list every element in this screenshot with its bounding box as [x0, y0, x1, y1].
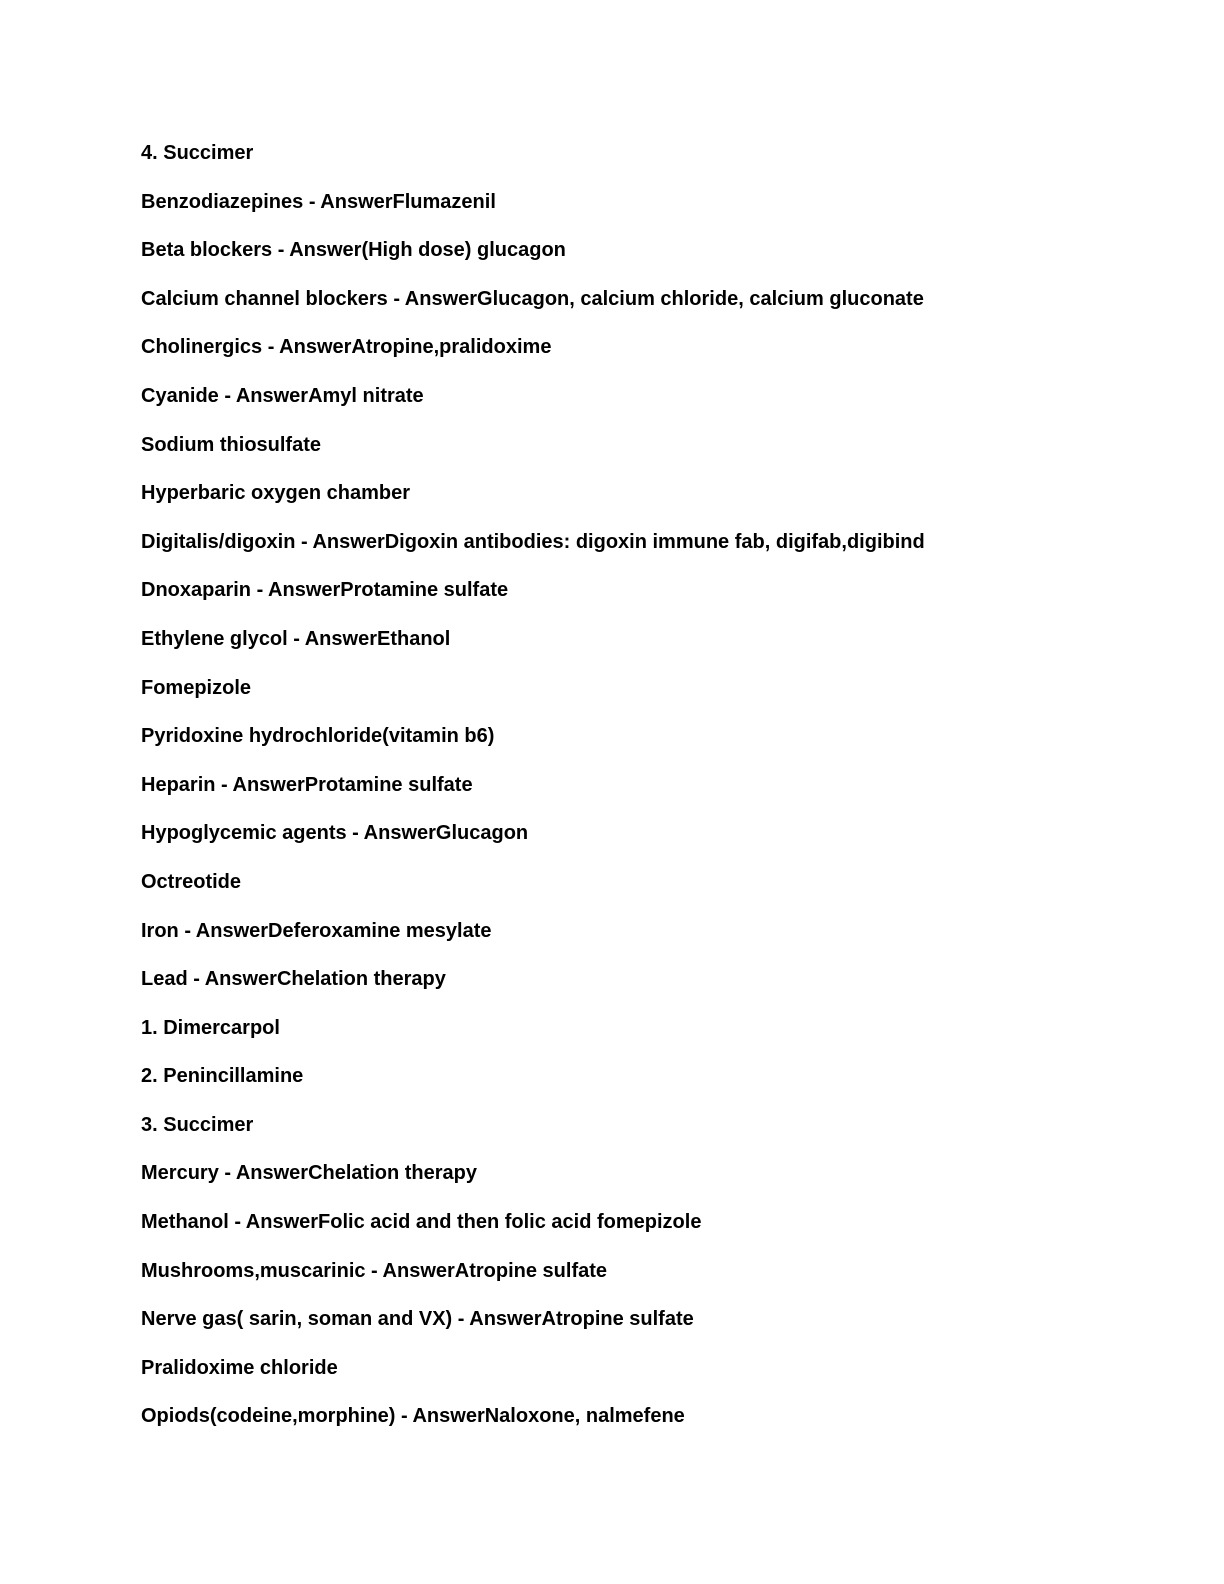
text-line: Cholinergics - AnswerAtropine,pralidoxime	[141, 336, 552, 359]
antidote-list	[141, 139, 1141, 1451]
text-line: Beta blockers - Answer(High dose) glucagon	[141, 239, 566, 262]
text-line: Digitalis/digoxin - AnswerDigoxin antibodies: digoxin immune fab, digifab,digibind	[141, 530, 925, 553]
text-line: Sodium thiosulfate	[141, 433, 321, 456]
text-line: Hypoglycemic agents - AnswerGlucagon	[141, 822, 529, 845]
text-line: 4. Succimer	[141, 142, 254, 164]
text-line: Lead - AnswerChelation therapy	[141, 968, 446, 991]
text-line: 1. Dimercarpol	[141, 1016, 280, 1039]
text-line: Pralidoxime chloride	[141, 1356, 338, 1379]
text-line: 2. Penincillamine	[141, 1065, 304, 1088]
text-line: Fomepizole	[141, 676, 252, 699]
text-line: Calcium channel blockers - AnswerGlucagon, calcium chloride, calcium gluconate	[141, 287, 924, 310]
text-line: Ethylene glycol - AnswerEthanol	[141, 627, 451, 650]
text-line: Benzodiazepines - AnswerFlumazenil	[141, 190, 496, 213]
text-line: Cyanide - AnswerAmyl nitrate	[141, 384, 424, 407]
text-line: 3. Succimer	[141, 1113, 254, 1136]
text-line: Methanol - AnswerFolic acid and then folic acid fomepizole	[141, 1211, 702, 1234]
text-line: Hyperbaric oxygen chamber	[141, 482, 410, 505]
text-line: Nerve gas( sarin, soman and VX) - AnswerAtropine sulfate	[141, 1308, 694, 1331]
text-line: Iron - AnswerDeferoxamine mesylate	[141, 919, 492, 942]
text-line: Dnoxaparin - AnswerProtamine sulfate	[141, 579, 509, 602]
text-line: Mushrooms,muscarinic - AnswerAtropine sulfate	[141, 1259, 608, 1282]
text-line: Opiods(codeine,morphine) - AnswerNaloxone, nalmefene	[141, 1405, 685, 1428]
text-line: Mercury - AnswerChelation therapy	[141, 1162, 478, 1185]
text-line: Octreotide	[141, 870, 242, 893]
text-line: Pyridoxine hydrochloride(vitamin b6)	[141, 725, 495, 748]
text-line: Heparin - AnswerProtamine sulfate	[141, 773, 473, 796]
